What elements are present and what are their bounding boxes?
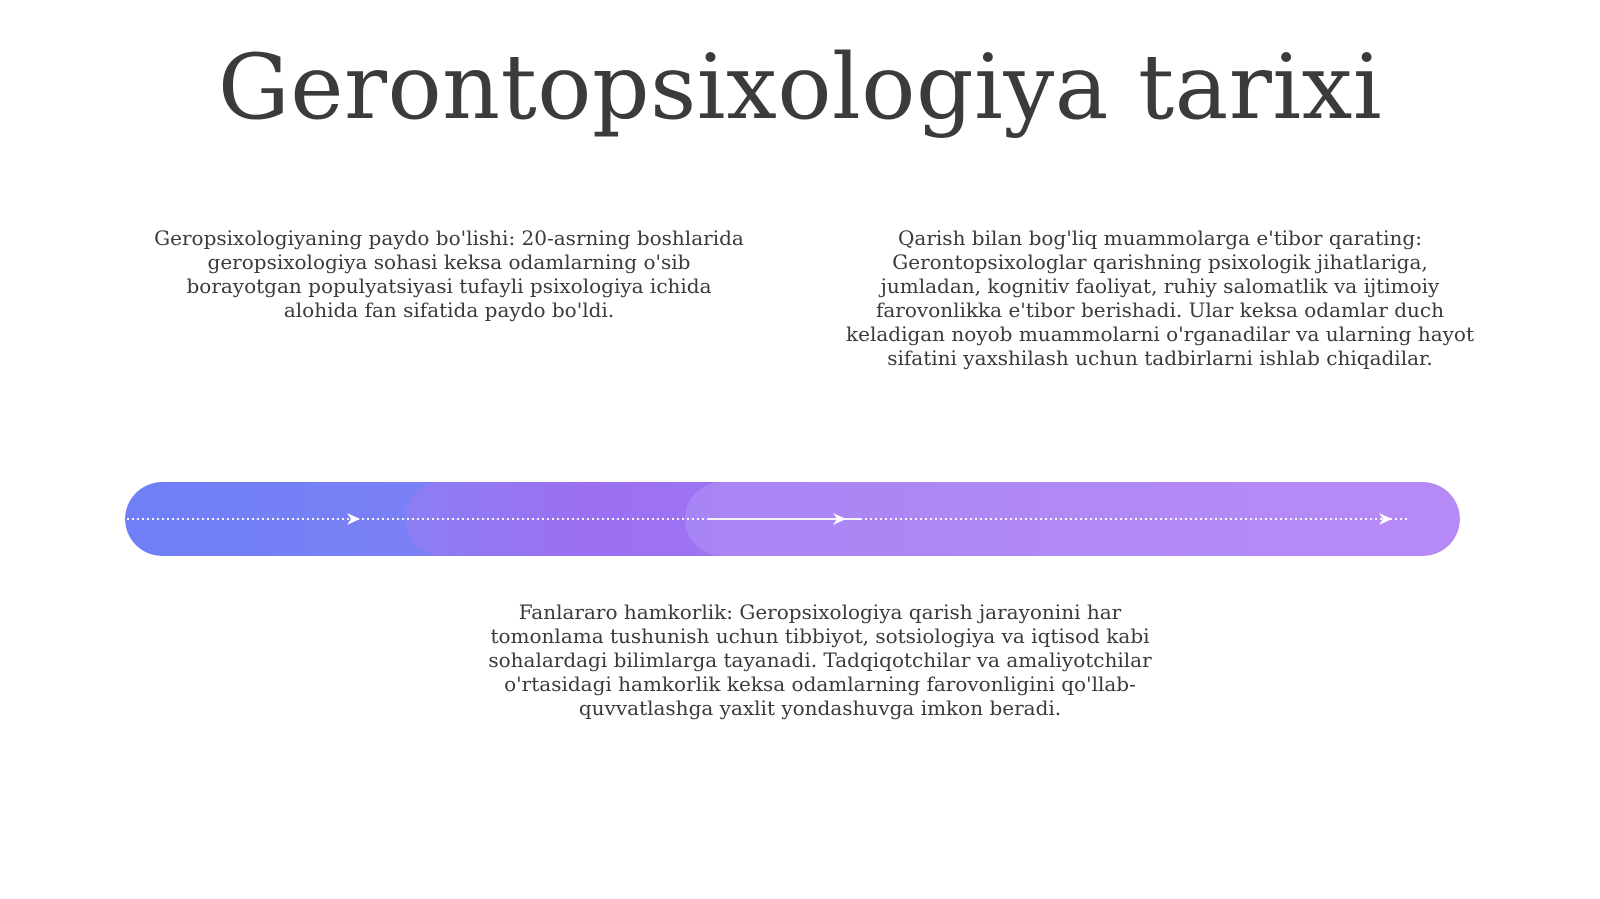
timeline-bar <box>125 482 1460 556</box>
slide-title: Gerontopsixologiya tarixi <box>217 35 1383 140</box>
timeline-arrow-line <box>125 482 1460 556</box>
text-block-collaboration: Fanlararo hamkorlik: Geropsixologiya qarish jarayonini har tomonlama tushunish uchun tibbiyot, sotsiologiya va iqtisod kabi sohalardagi bilimlarga tayanadi. Tadqiqotchilar va amaliyotchilar o'rtasidagi hamkorlik keksa odamlarning farovonligini qo'llab-quvvatlashga yaxlit yondashuvga imkon beradi. <box>488 600 1152 720</box>
text-block-emergence: Geropsixologiyaning paydo bo'lishi: 20-asrning boshlarida geropsixologiya sohasi keksa odamlarning o'sib borayotgan populyatsiyasi tufayli psixologiya ichida alohida fan sifatida paydo bo'ldi. <box>154 226 744 322</box>
text-block-aging-focus: Qarish bilan bog'liq muammolarga e'tibor qarating: Gerontopsixologlar qarishning psixologik jihatlariga, jumladan, kognitiv faoliyat, ruhiy salomatlik va ijtimoiy farovonlikka e'tibor berishadi. Ular keksa odamlar duch keladigan noyob muammolarni o'rganadilar va ularning hayot sifatini yaxshilash uchun tadbirlarni ishlab chiqadilar. <box>845 226 1475 370</box>
